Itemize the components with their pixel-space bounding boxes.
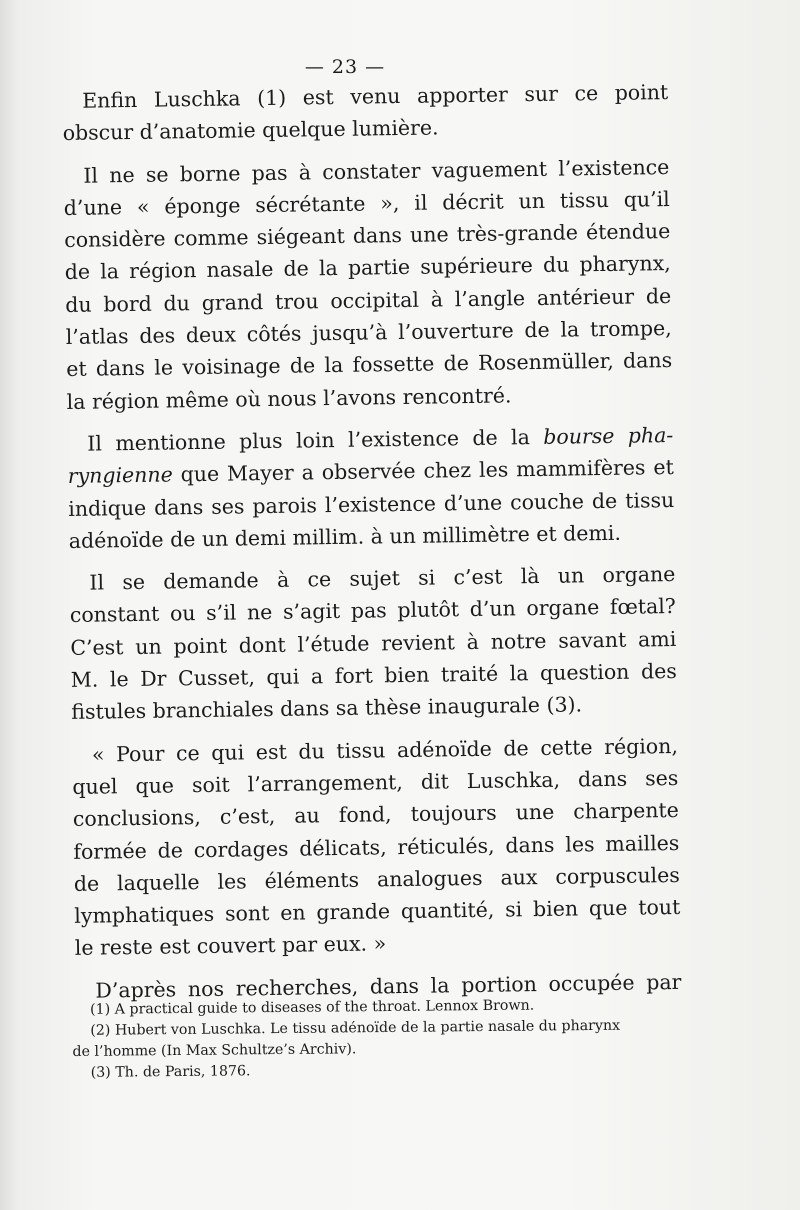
text-line: obscur d’anatomie quelque lumière.	[62, 115, 439, 146]
text-line: Il ne se borne pas à constater vaguement l’existence	[83, 154, 670, 188]
text-line: l’atlas des deux côtés jusqu’à l’ouverture de la trompe,	[65, 316, 672, 350]
text-line: constant ou s’il ne s’agit pas plutôt d’un organe fœtal?	[69, 594, 676, 628]
text-segment: Il mentionne plus loin l’existence de la	[87, 425, 531, 456]
main-text	[62, 76, 682, 1007]
text-line: et dans le voisinage de la fossette de Rosenmüller, dans	[66, 348, 673, 382]
text-line: C’est un point dont l’étude revient à notre savant ami	[70, 626, 677, 660]
text-line: fistules branchiales dans sa thèse inaugurale (3).	[71, 692, 583, 725]
text-line: « Pour ce qui est du tissu adénoïde de cette région,	[91, 733, 679, 767]
footnote: (3) Th. de Paris, 1876.	[90, 1063, 251, 1081]
text-line: la région même où nous l’avons rencontré.	[66, 383, 512, 414]
text-line: du bord du grand trou occipital à l’angle antérieur de	[65, 283, 672, 317]
text-line: de la région nasale de la partie supérieure du pharynx,	[64, 251, 671, 285]
footnote: (2) Hubert von Luschka. Le tissu adénoïde de la partie nasale du pharynx	[90, 1017, 621, 1039]
footnote: (1) A practical guide to diseases of the throat. Lennox Brown.	[90, 997, 535, 1018]
text-line: lymphatiques sont en grande quantité, si bien que tout	[74, 895, 681, 929]
italic-term: ryngienne	[67, 462, 173, 489]
italic-term: bourse pha-	[543, 422, 674, 449]
footnote: de l’homme (In Max Schultze’s Archiv).	[72, 1041, 357, 1060]
footnotes	[72, 994, 673, 1084]
text-line: formée de cordages délicats, réticulés, dans les mailles	[73, 830, 680, 864]
text-line: conclusions, c’est, au fond, toujours une charpente	[72, 798, 680, 832]
text-line: de laquelle les éléments analogues aux corpuscules	[73, 862, 680, 896]
page-number: — 23 —	[304, 56, 386, 78]
text-line: adénoïde de un demi millim. à un millimètre et demi.	[68, 520, 622, 553]
text-line: Il se demande à ce sujet si c’est là un organe	[89, 562, 676, 595]
text-line: le reste est couvert par eux. »	[74, 931, 387, 961]
page-edge-shadow	[0, 0, 18, 1210]
text-line: indique dans ses parois l’existence d’une couche de tissu	[68, 487, 675, 521]
text-line: Enfin Luschka (1) est venu apporter sur ce point	[82, 80, 669, 113]
text-line: quel que soit l’arrangement, dit Luschka, dans ses	[72, 765, 679, 799]
text-line: d’une « éponge sécrétante », il décrit un tissu qu’il	[63, 186, 670, 220]
text-line: M. le Dr Cusset, qui a fort bien traité la question des	[70, 658, 677, 692]
text-line: considère comme siégeant dans une très-grande étendue	[64, 219, 671, 253]
text-line: D’après nos recherches, dans la portion occupée par	[95, 969, 682, 1003]
text-segment: que Mayer a observée chez les mammifères et	[172, 455, 674, 487]
